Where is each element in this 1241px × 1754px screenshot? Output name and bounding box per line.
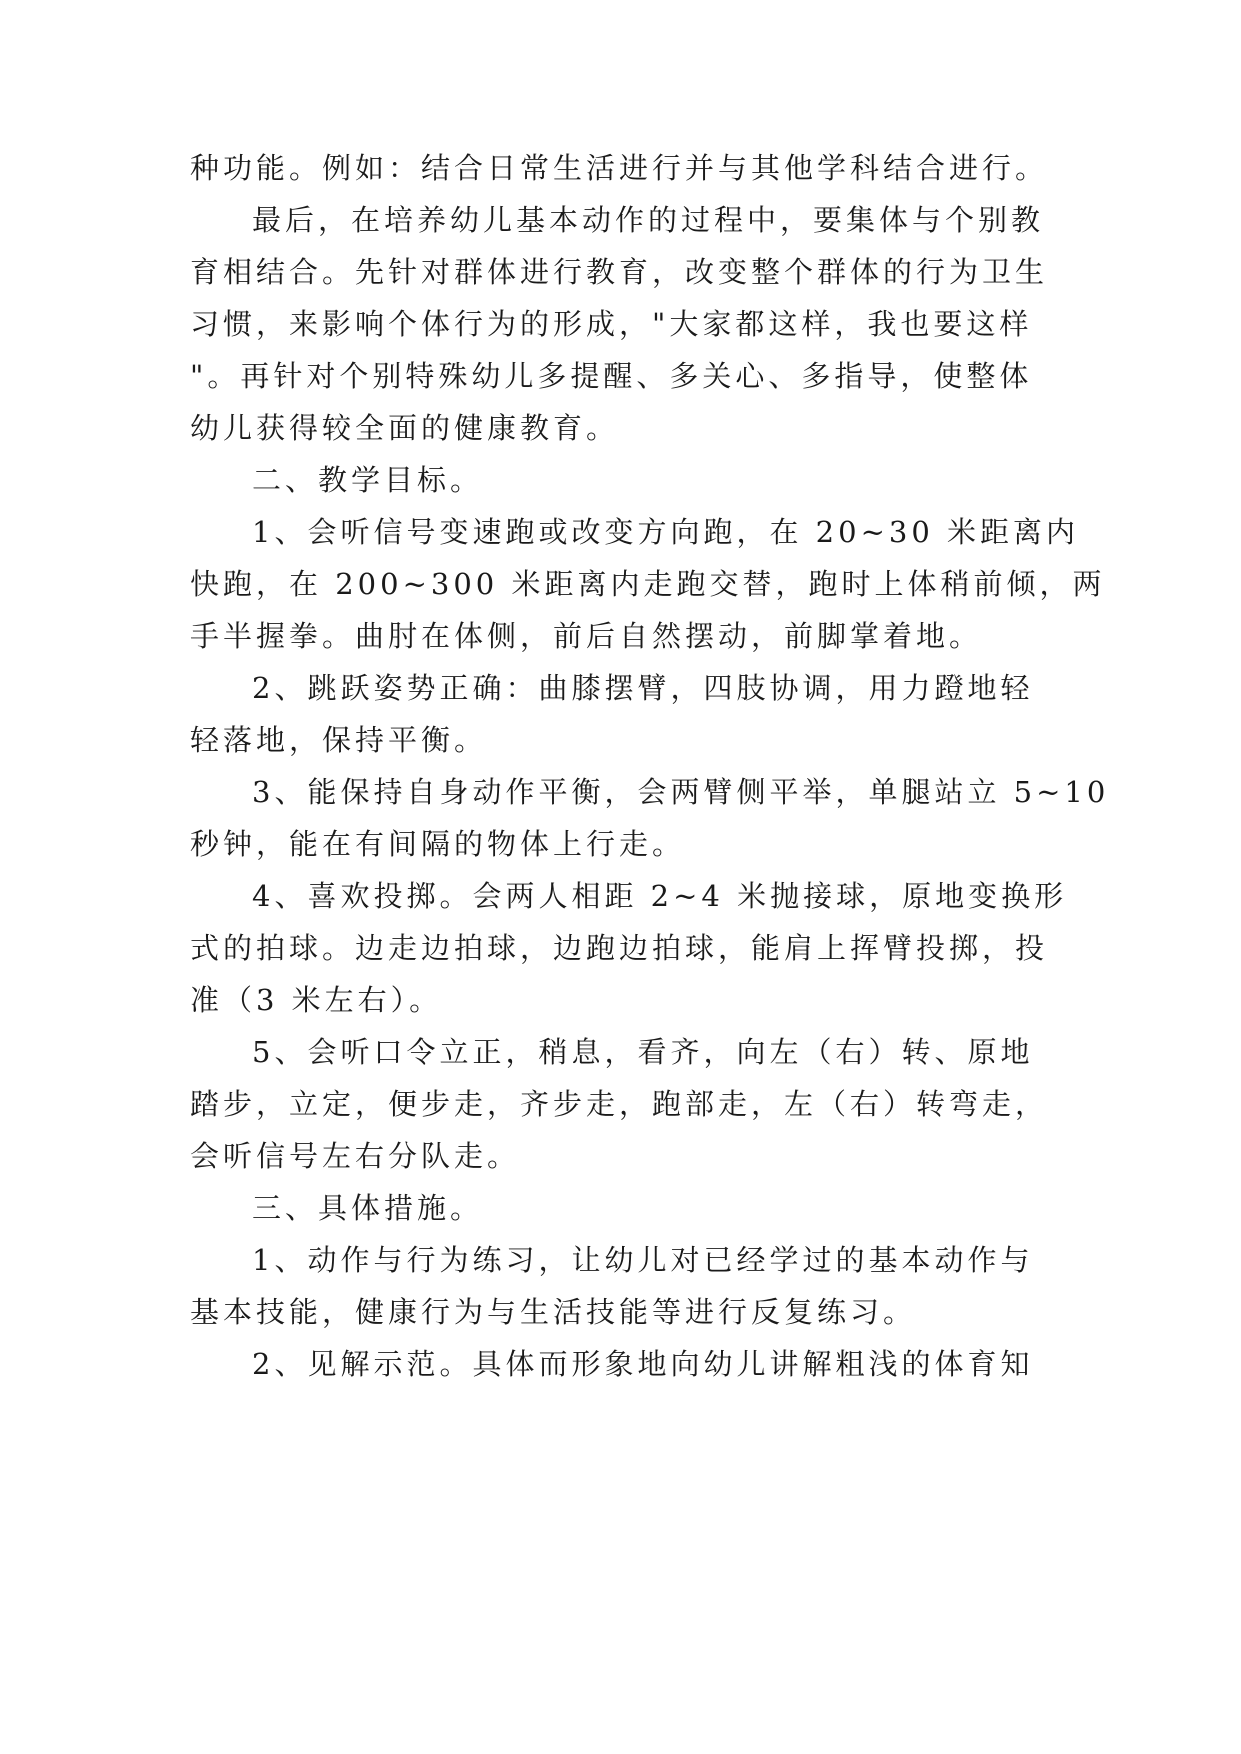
section-heading: 二、教学目标。 (252, 463, 484, 497)
paragraph-line: 1、会听信号变速跑或改变方向跑，在 20~30 米距离内 (252, 515, 1079, 549)
text-line: 快跑，在 200~300 米距离内走跑交替，跑时上体稍前倾，两 (190, 567, 1106, 601)
text-line: 种功能。例如：结合日常生活进行并与其他学科结合进行。 (190, 151, 1049, 185)
text-line: 踏步，立定，便步走，齐步走，跑部走，左（右）转弯走， (190, 1087, 1049, 1121)
text-line: 习惯，来影响个体行为的形成，"大家都这样，我也要这样 (190, 307, 1033, 341)
text-line: 手半握拳。曲肘在体侧，前后自然摆动，前脚掌着地。 (190, 619, 983, 653)
section-heading: 三、具体措施。 (252, 1191, 484, 1225)
paragraph-line: 3、能保持自身动作平衡，会两臂侧平举，单腿站立 5~10 (252, 775, 1110, 809)
paragraph-line: 最后，在培养幼儿基本动作的过程中，要集体与个别教 (252, 203, 1045, 237)
text-line: 幼儿获得较全面的健康教育。 (190, 411, 620, 445)
text-line: 轻落地，保持平衡。 (190, 723, 488, 757)
paragraph-line: 2、见解示范。具体而形象地向幼儿讲解粗浅的体育知 (252, 1347, 1034, 1381)
text-line: "。再针对个别特殊幼儿多提醒、多关心、多指导，使整体 (190, 359, 1033, 393)
paragraph-line: 5、会听口令立正，稍息，看齐，向左（右）转、原地 (252, 1035, 1034, 1069)
text-line: 秒钟，能在有间隔的物体上行走。 (190, 827, 686, 861)
text-line: 基本技能，健康行为与生活技能等进行反复练习。 (190, 1295, 917, 1329)
text-line: 会听信号左右分队走。 (190, 1139, 521, 1173)
text-line: 育相结合。先针对群体进行教育，改变整个群体的行为卫生 (190, 255, 1049, 289)
paragraph-line: 2、跳跃姿势正确：曲膝摆臂，四肢协调，用力蹬地轻 (252, 671, 1034, 705)
text-line: 准（3 米左右）。 (190, 983, 443, 1017)
text-line: 式的拍球。边走边拍球，边跑边拍球，能肩上挥臂投掷，投 (190, 931, 1049, 965)
paragraph-line: 4、喜欢投掷。会两人相距 2~4 米抛接球，原地变换形 (252, 879, 1068, 913)
paragraph-line: 1、动作与行为练习，让幼儿对已经学过的基本动作与 (252, 1243, 1034, 1277)
